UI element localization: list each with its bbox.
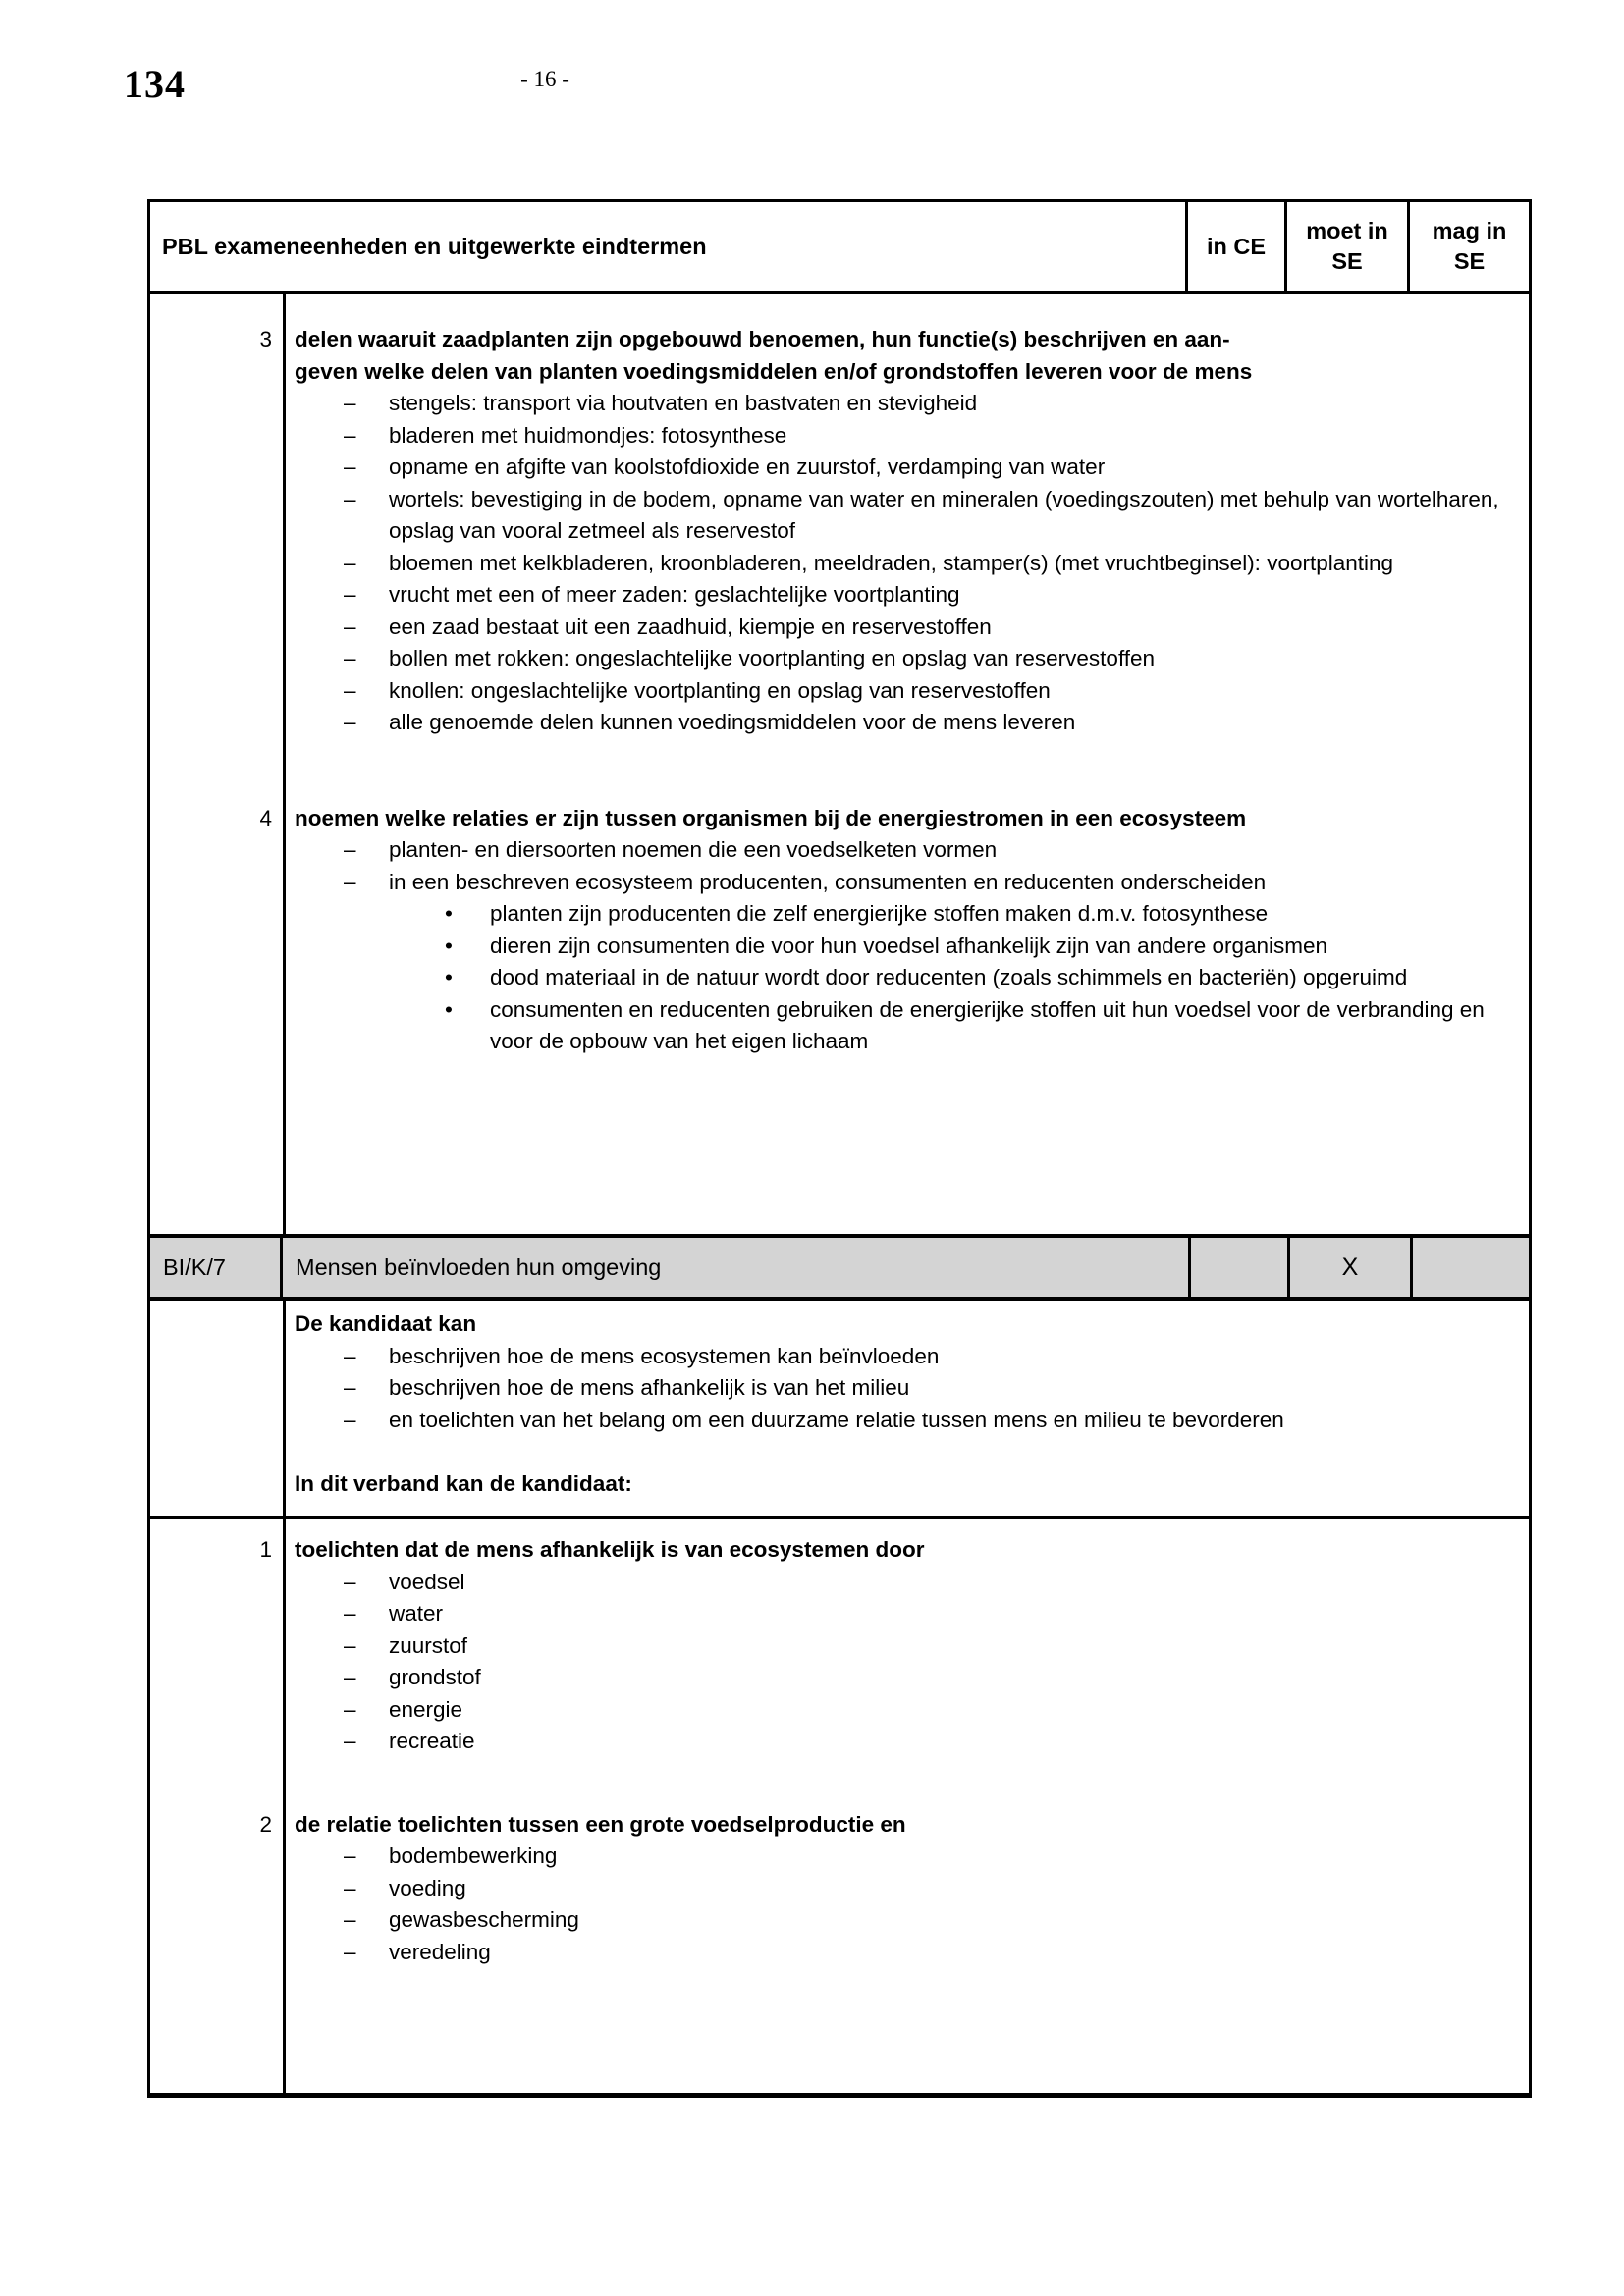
list-item-text: water [389, 1601, 444, 1626]
list-item [344, 484, 1517, 548]
list-item-text: stengels: transport via houtvaten en bastvaten en stevigheid [389, 391, 978, 415]
list-item-text: beschrijven hoe de mens ecosystemen kan beïnvloeden [389, 1343, 940, 1368]
item-3-intro-line-2: geven welke delen van planten voedingsmiddelen en/of grondstoffen leveren voor de mens [295, 358, 1253, 384]
list-item [344, 1937, 1517, 1969]
column-header-mag-in-se: mag in SE [1407, 202, 1529, 291]
list-item-text: een zaad bestaat uit een zaadhuid, kiempje en reservestoffen [389, 614, 992, 639]
section-row-bik7 [150, 1234, 1529, 1301]
column-header-moet-in-se: moet in SE [1284, 202, 1407, 291]
item-1-intro: toelichten dat de mens afhankelijk is van ecosystemen door [295, 1537, 925, 1562]
section-code: BI/K/7 [150, 1238, 283, 1297]
list-item [344, 834, 1517, 867]
dash-marker: – [344, 1729, 356, 1753]
dash-marker: – [344, 1875, 356, 1900]
dash-marker: – [344, 1601, 356, 1626]
column-header-in-ce: in CE [1185, 202, 1284, 291]
dash-marker: – [344, 1375, 356, 1400]
sub-list-item [445, 962, 1517, 994]
kandidaat-block [283, 1308, 1517, 1501]
sub-list-item [445, 931, 1517, 963]
list-item [344, 675, 1517, 708]
sub-list-item [445, 898, 1517, 931]
section-title: Mensen beïnvloeden hun omgeving [296, 1254, 662, 1280]
dash-marker: – [344, 1665, 356, 1689]
dash-marker: – [344, 1696, 356, 1722]
dash-marker: – [344, 869, 356, 894]
dash-marker: – [344, 454, 356, 479]
list-item-text: in een beschreven ecosysteem producenten, consumenten en reducenten onderscheiden [389, 869, 1267, 894]
bullet-marker: • [445, 965, 453, 989]
item-3-intro-line-1: delen waaruit zaadplanten zijn opgebouwd benoemen, hun functie(s) beschrijven en aan- [295, 327, 1230, 351]
list-item [344, 1372, 1517, 1405]
list-item [344, 1405, 1517, 1437]
list-item-text: veredeling [389, 1939, 491, 1964]
list-item-text: bodembewerking [389, 1843, 558, 1868]
sub-list-item-text: dieren zijn consumenten die voor hun voedsel afhankelijk zijn van andere organismen [490, 933, 1328, 958]
list-item [344, 867, 1517, 899]
body-row-items-3-4 [150, 294, 1529, 1234]
item-4 [259, 803, 1517, 1058]
list-item [344, 1726, 1517, 1758]
dash-marker: – [344, 1939, 356, 1964]
dash-marker: – [344, 422, 356, 448]
dash-marker: – [344, 710, 356, 734]
item-2 [259, 1809, 1517, 1969]
dash-marker: – [344, 837, 356, 862]
list-item-text: recreatie [389, 1729, 475, 1753]
item-4-number: 4 [259, 805, 272, 830]
list-item-text: voeding [389, 1875, 466, 1900]
table-header-row [150, 202, 1529, 294]
item-1-number: 1 [259, 1537, 272, 1562]
list-item-text: zuurstof [389, 1632, 468, 1658]
dash-marker: – [344, 614, 356, 639]
list-item [344, 579, 1517, 612]
dash-marker: – [344, 1407, 356, 1432]
dash-marker: – [344, 550, 356, 575]
bullet-marker: • [445, 901, 453, 926]
list-item-text: knollen: ongeslachtelijke voortplanting en opslag van reservestoffen [389, 677, 1051, 703]
dash-marker: – [344, 1569, 356, 1594]
item-3 [259, 324, 1517, 739]
section-moet-in-se-cell: X [1287, 1238, 1410, 1297]
list-item [344, 1873, 1517, 1905]
list-item-text: bollen met rokken: ongeslachtelijke voortplanting en opslag van reservestoffen [389, 646, 1156, 670]
item-2-intro: de relatie toelichten tussen een grote voedselproductie en [295, 1811, 906, 1837]
page-number: 134 [124, 62, 186, 106]
list-item-text: bladeren met huidmondjes: fotosynthese [389, 422, 787, 448]
dash-marker: – [344, 646, 356, 670]
dash-marker: – [344, 677, 356, 703]
dash-marker: – [344, 1843, 356, 1868]
bullet-marker: • [445, 933, 453, 958]
bullet-marker: • [445, 996, 453, 1022]
list-item-text: wortels: bevestiging in de bodem, opname van water en mineralen (voedingszouten) met behulp van wortelharen, opslag van vooral zetmeel als reservestof [389, 486, 1499, 543]
dash-marker: – [344, 1907, 356, 1932]
list-item [344, 612, 1517, 644]
body-row-kandidaat [150, 1301, 1529, 1516]
page-center-header: - 16 - [520, 67, 569, 91]
dash-marker: – [344, 391, 356, 415]
sub-list-item [445, 994, 1517, 1058]
dash-marker: – [344, 1632, 356, 1658]
list-item [344, 548, 1517, 580]
dash-marker: – [344, 486, 356, 511]
list-item [344, 1567, 1517, 1599]
list-item [344, 643, 1517, 675]
sub-list-item-text: planten zijn producenten die zelf energierijke stoffen maken d.m.v. fotosynthese [490, 901, 1269, 926]
list-item-text: planten- en diersoorten noemen die een voedselketen vormen [389, 837, 998, 862]
sub-list-item-text: dood materiaal in de natuur wordt door reducenten (zoals schimmels en bacteriën) opgeruimd [490, 965, 1408, 989]
list-item [344, 1694, 1517, 1727]
list-item [344, 388, 1517, 420]
item-4-intro: noemen welke relaties er zijn tussen organismen bij de energiestromen in een ecosysteem [295, 805, 1247, 830]
list-item [344, 1630, 1517, 1663]
dash-marker: – [344, 1343, 356, 1368]
list-item [344, 452, 1517, 484]
list-item [344, 1662, 1517, 1694]
list-item-text: beschrijven hoe de mens afhankelijk is van het milieu [389, 1375, 910, 1400]
list-item-text: energie [389, 1696, 463, 1722]
section-mag-in-se-cell [1410, 1238, 1529, 1297]
list-item-text: bloemen met kelkbladeren, kroonbladeren, meeldraden, stamper(s) (met vruchtbeginsel): voortplanting [389, 550, 1394, 575]
list-item [344, 1598, 1517, 1630]
item-3-number: 3 [259, 327, 272, 351]
list-item [344, 420, 1517, 453]
list-item-text: grondstof [389, 1665, 481, 1689]
list-item [344, 1341, 1517, 1373]
sub-list-item-text: consumenten en reducenten gebruiken de energierijke stoffen uit hun voedsel voor de verbranding en voor de opbouw van het eigen lichaam [490, 996, 1485, 1053]
list-item-text: en toelichten van het belang om een duurzame relatie tussen mens en milieu te bevorderen [389, 1407, 1284, 1432]
list-item [344, 1904, 1517, 1937]
table-title: PBL exameneenheden en uitgewerkte eindtermen [162, 233, 707, 259]
list-item-text: gewasbescherming [389, 1907, 579, 1932]
item-2-number: 2 [259, 1811, 272, 1837]
item-1 [259, 1534, 1517, 1758]
kandidaat-outro: In dit verband kan de kandidaat: [295, 1471, 632, 1496]
list-item [344, 707, 1517, 739]
list-item-text: voedsel [389, 1569, 465, 1594]
body-row-items-1-2 [150, 1516, 1529, 2093]
list-item-text: opname en afgifte van koolstofdioxide en zuurstof, verdamping van water [389, 454, 1106, 479]
section-in-ce-cell [1188, 1238, 1287, 1297]
kandidaat-intro: De kandidaat kan [295, 1311, 477, 1336]
dash-marker: – [344, 582, 356, 607]
eindtermen-table [147, 199, 1532, 2098]
list-item-text: vrucht met een of meer zaden: geslachtelijke voortplanting [389, 582, 960, 607]
list-item-text: alle genoemde delen kunnen voedingsmiddelen voor de mens leveren [389, 710, 1076, 734]
list-item [344, 1841, 1517, 1873]
